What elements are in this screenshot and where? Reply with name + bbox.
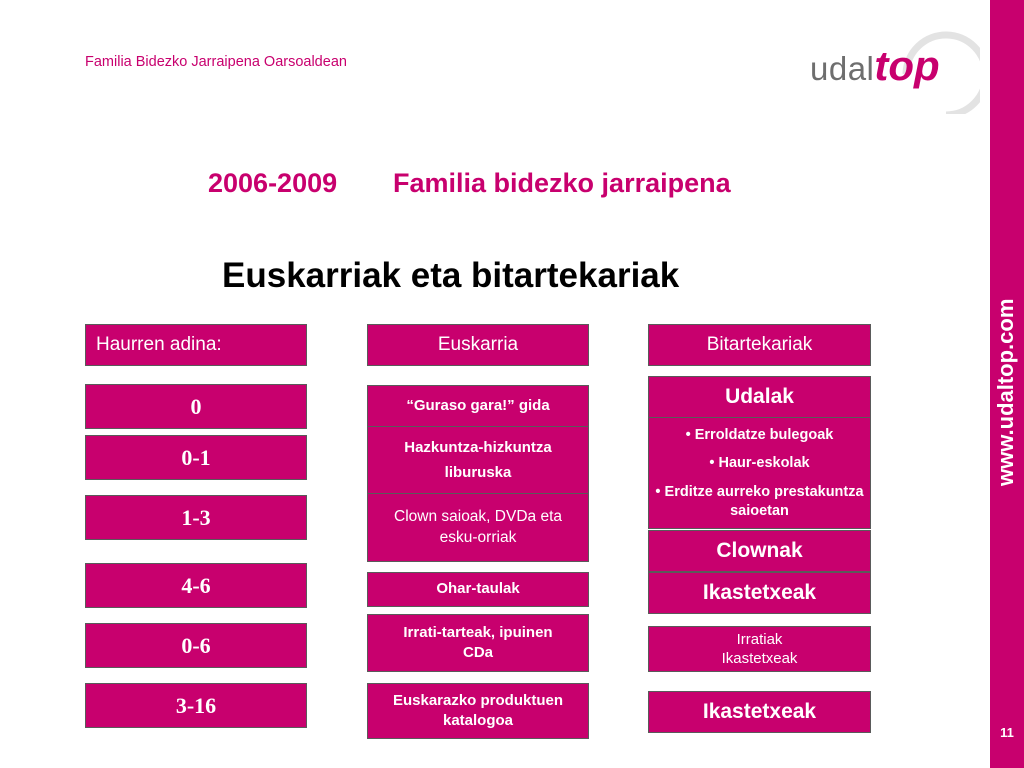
mediator-column-header: Bitartekariak [648, 324, 871, 366]
ikastetxeak-line: Ikastetxeak [721, 650, 798, 667]
age-box: 1-3 [85, 495, 307, 540]
logo-part-top: top [874, 42, 940, 89]
title-years: 2006-2009 [208, 168, 338, 198]
page-number: 11 [1000, 725, 1014, 740]
right-sidebar [990, 0, 1024, 768]
support-box: Euskarazko produktuen katalogoa [367, 683, 589, 739]
age-box: 0-6 [85, 623, 307, 668]
support-box: Irrati-tarteak, ipuinen CDa [367, 614, 589, 672]
support-box: Clown saioak, DVDa eta esku-orriak [367, 493, 589, 562]
mediator-irratiak-ikastetxeak [648, 626, 871, 672]
support-box: Hazkuntza-hizkuntza liburuska [367, 426, 589, 494]
age-box: 3-16 [85, 683, 307, 728]
mediator-udalak-list [648, 417, 871, 529]
title-main: Familia bidezko jarraipena [393, 168, 731, 198]
section-title: Euskarriak eta bitartekariak [222, 256, 680, 295]
mediator-ikastetxeak-2: Ikastetxeak [648, 691, 871, 733]
age-box: 0 [85, 384, 307, 429]
support-box: “Guraso gara!” gida [367, 385, 589, 427]
support-column-header: Euskarria [367, 324, 589, 366]
logo-text [810, 42, 940, 90]
mediator-ikastetxeak: Ikastetxeak [648, 572, 871, 614]
mediator-udalak: Udalak [648, 376, 871, 418]
support-box: Ohar-taulak [367, 572, 589, 607]
sidebar-url: www.udaltop.com [993, 298, 1018, 486]
mediator-clownak: Clownak [648, 530, 871, 572]
age-box: 4-6 [85, 563, 307, 608]
age-column-header: Haurren adina: [85, 324, 307, 366]
logo [800, 14, 980, 114]
udalak-list-item: • Erroldatze bulegoak [685, 426, 834, 443]
udalak-list-item: • Erditze aurreko prestakuntza saioetan [655, 483, 864, 519]
udalak-list-item: • Haur-eskolak [709, 455, 810, 472]
header-subtitle: Familia Bidezko Jarraipena Oarsoaldean [85, 54, 347, 70]
irratiak-line: Irratiak [736, 630, 783, 648]
logo-part-udal: udal [810, 50, 875, 87]
age-box: 0-1 [85, 435, 307, 480]
